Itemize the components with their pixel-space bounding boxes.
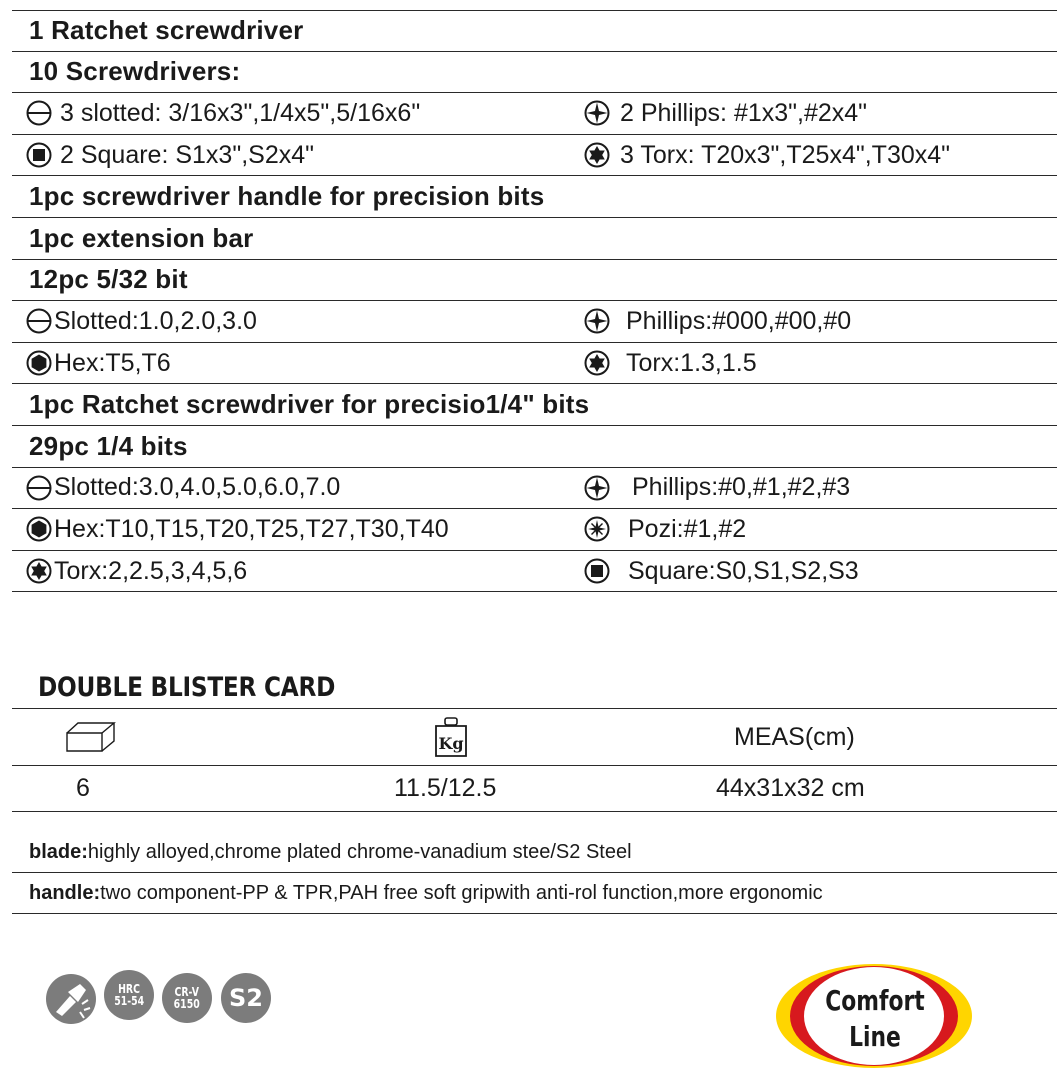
spec-item-label: Hex:T10,T15,T20,T25,T27,T30,T40 [54, 514, 449, 543]
carton-measurement: 44x31x32 cm [716, 774, 865, 802]
torx-icon [584, 350, 610, 376]
spec-row [12, 343, 1057, 385]
spec-item [26, 509, 449, 550]
s2-badge: S2 [221, 973, 271, 1023]
spec-item-label: 2 Square: S1x3",S2x4" [60, 140, 315, 169]
spec-item-label: Torx:2,2.5,3,4,5,6 [54, 556, 248, 585]
spec-item-label: Slotted:3.0,4.0,5.0,6.0,7.0 [54, 473, 341, 502]
spec-item-label: Phillips:#0,#1,#2,#3 [632, 473, 851, 502]
spec-item-label: Slotted:1.0,2.0,3.0 [54, 306, 257, 335]
meas-header: MEAS(cm) [734, 722, 855, 751]
spec-heading: 12pc 5/32 bit [29, 264, 188, 295]
blade-text: highly alloyed,chrome plated chrome-vanadium stee/S2 Steel [87, 841, 632, 863]
logo-line2: Line [849, 1020, 901, 1053]
blade-note [12, 833, 1057, 873]
spec-heading: 29pc 1/4 bits [29, 430, 188, 461]
slotted-icon [26, 308, 52, 334]
blade-label: blade: [29, 841, 88, 863]
forged-hammer-badge-icon [46, 974, 96, 1024]
spec-item [584, 343, 757, 384]
spec-item-label: Phillips:#000,#00,#0 [626, 306, 852, 335]
spec-row [12, 218, 1057, 260]
spec-item [584, 301, 851, 342]
spec-heading: 10 Screwdrivers: [29, 56, 241, 87]
spec-row [12, 10, 1057, 52]
spec-item [26, 93, 420, 134]
spec-item-label: 3 slotted: 3/16x3",1/4x5",5/16x6" [60, 98, 421, 127]
spec-row [12, 426, 1057, 468]
spec-heading: 1pc extension bar [29, 222, 254, 253]
comfort-line-logo [774, 962, 974, 1070]
spec-heading: 1 Ratchet screwdriver [29, 15, 304, 46]
hrc-badge-bottom: 51-54 [114, 994, 144, 1008]
spec-item [584, 468, 850, 509]
spec-heading: 1pc Ratchet screwdriver for precisio1/4" bits [29, 389, 590, 420]
packaging-value-row [12, 766, 1057, 812]
phillips-icon [584, 100, 610, 126]
spec-row [12, 93, 1057, 135]
hex-icon [26, 350, 52, 376]
carton-weight: 11.5/12.5 [394, 774, 497, 802]
spec-row [12, 468, 1057, 510]
spec-row [12, 551, 1057, 593]
spec-row [12, 301, 1057, 343]
square-icon [584, 558, 610, 584]
spec-row [12, 260, 1057, 302]
logo-line1: Comfort [825, 984, 925, 1017]
spec-heading: 1pc screwdriver handle for precision bits [29, 181, 545, 212]
crv-badge-top: CR-V [174, 985, 200, 999]
spec-item [26, 551, 247, 592]
spec-item [26, 468, 340, 509]
packaging-table [12, 708, 1057, 812]
spec-item [26, 301, 257, 342]
spec-item [584, 93, 867, 134]
spec-item-label: Hex:T5,T6 [54, 348, 171, 377]
packaging-header-row [12, 708, 1057, 766]
phillips-icon [584, 308, 610, 334]
weight-unit-label: Kg [438, 734, 464, 753]
slotted-icon [26, 100, 52, 126]
phillips-icon [584, 475, 610, 501]
torx-icon [26, 558, 52, 584]
spec-row [12, 509, 1057, 551]
torx-icon [584, 142, 610, 168]
spec-item-label: 2 Phillips: #1x3",#2x4" [620, 98, 868, 127]
slotted-icon [26, 475, 52, 501]
spec-row [12, 52, 1057, 94]
spec-item [584, 135, 950, 176]
pozi-icon [584, 516, 610, 542]
packaging-title: DOUBLE BLISTER CARD [38, 672, 336, 703]
spec-item-label: 3 Torx: T20x3",T25x4",T30x4" [620, 140, 951, 169]
handle-text: two component-PP & TPR,PAH free soft gripwith anti-rol function,more ergonomic [100, 882, 823, 904]
spec-table [12, 10, 1057, 592]
weight-kg-icon [432, 709, 470, 765]
crv-badge [162, 973, 212, 1023]
spec-item [584, 509, 746, 550]
square-icon [26, 142, 52, 168]
hex-icon [26, 516, 52, 542]
hrc-badge-top: HRC [118, 982, 140, 996]
spec-item [26, 135, 314, 176]
spec-item-label: Pozi:#1,#2 [628, 514, 747, 543]
handle-label: handle: [29, 882, 101, 904]
crv-badge-bottom: 6150 [173, 997, 201, 1011]
carton-quantity: 6 [76, 774, 90, 802]
spec-item-label: Torx:1.3,1.5 [626, 348, 757, 377]
hrc-badge [104, 970, 154, 1020]
handle-note [12, 874, 1057, 914]
spec-item [584, 551, 859, 592]
carton-box-icon [64, 709, 120, 765]
spec-item [26, 343, 171, 384]
spec-row [12, 135, 1057, 177]
spec-row [12, 176, 1057, 218]
spec-item-label: Square:S0,S1,S2,S3 [628, 556, 859, 585]
spec-row [12, 384, 1057, 426]
